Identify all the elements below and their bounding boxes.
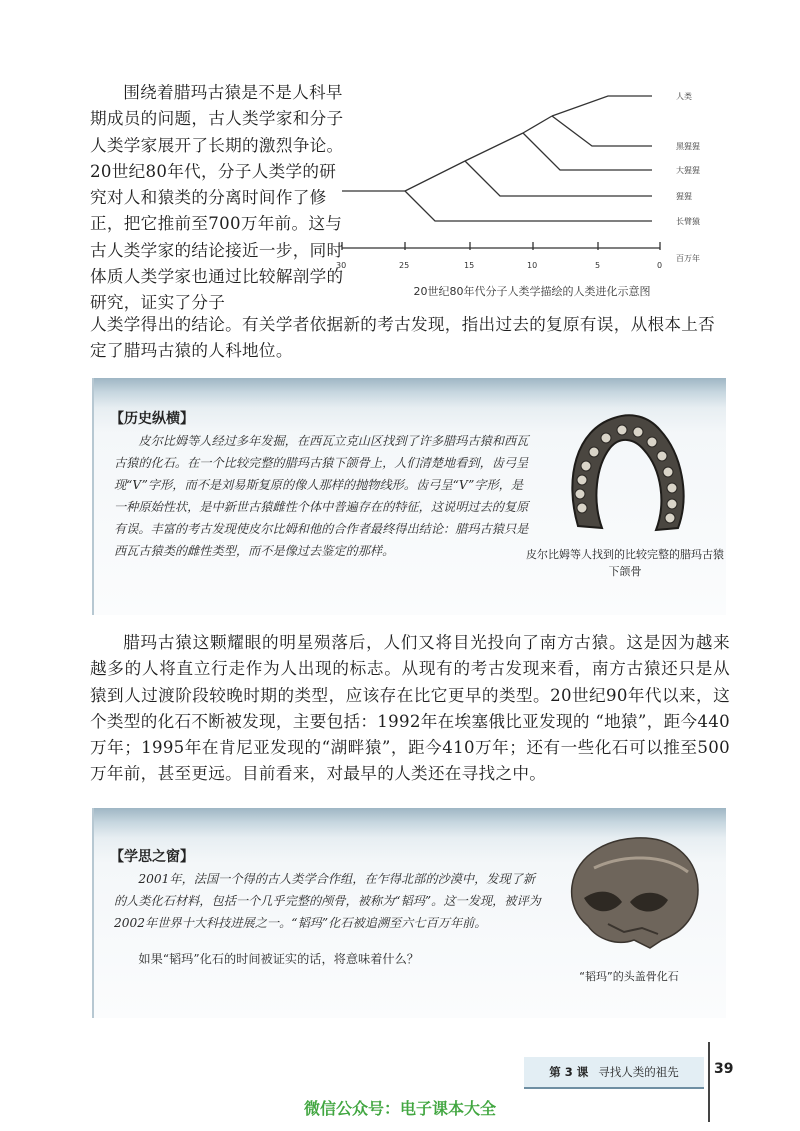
skull-fossil-photo: [564, 828, 704, 953]
tree-branch-orangutan: [465, 161, 652, 196]
australopithecus-paragraph: 腊玛古猿这颗耀眼的明星殒落后，人们又将目光投向了南方古猿。这是因为越来越多的人将直立行走作为人出现的标志。从现有的考古发现来看，南方古猿还只是从猿到人过渡阶段较晚时期的类型，应该存在比它更早的类型。20世纪90年代以来，这个类型的化石不断被发现，主要包括：1992年在埃塞俄比亚发现的 “地猿”，距今440万年；1995年在肯尼亚发现的“湖畔猿”，距今410万年；还有一些化石可以推至500万年前，甚至更远。目前看来，对最早的人类还在寻找之中。: [90, 633, 730, 784]
tree-leaf-gorilla: 大猩猩: [676, 166, 700, 175]
evolution-tree-figure: [330, 78, 730, 283]
page-number: 39: [714, 1061, 734, 1077]
skull-photo-caption: “韬玛”的头盖骨化石: [579, 970, 679, 983]
tree-leaf-gibbon: 长臂猿: [676, 217, 700, 226]
jawbone-fossil-photo: [556, 408, 696, 538]
think-window-box: [92, 808, 726, 1018]
tree-tick-label-25: 25: [399, 261, 410, 270]
tree-branch-chimp: [552, 116, 652, 146]
wechat-watermark: 微信公众号：电子课本大全: [303, 1099, 496, 1118]
tree-figure-caption: 20世纪80年代分子人类学描绘的人类进化示意图: [413, 285, 651, 298]
tree-branch-gorilla: [523, 133, 652, 170]
think-box-question: 如果“韬玛”化石的时间被证实的话，将意味着什么？: [138, 952, 419, 966]
jawbone-photo-caption: 皮尔比姆等人找到的比较完整的腊玛古猿下颌骨: [526, 548, 724, 578]
history-box-title: 【历史纵横】: [110, 411, 194, 427]
tree-leaf-orangutan: 猩猩: [676, 192, 692, 201]
tree-tick-label-0: 0: [657, 261, 663, 270]
tree-leaf-chimpanzee: 黑猩猩: [676, 142, 700, 151]
lesson-number: 第 3 课: [549, 1065, 589, 1079]
tree-tick-label-10: 10: [527, 261, 538, 270]
tree-tick-label-15: 15: [464, 261, 475, 270]
history-box-text: 皮尔比姆等人经过多年发掘，在西瓦立克山区找到了许多腊玛古猿和西瓦古猿的化石。在一个比较完整的腊玛古猿下颌骨上，人们清楚地看到，齿弓呈现“V”字形，而不是刘易斯复原的像人那样的抛物线形。齿弓呈“V”字形，是一种原始性状，是中新世古猿雌性个体中普遍存在的特征，这说明过去的复原有误。丰富的考古发现使皮尔比姆和他的合作者最终得出结论：腊玛古猿只是西瓦古猿类的雌性类型，而不是像过去鉴定的那样。: [114, 434, 529, 558]
think-box-text: 2001年，法国一个得的古人类学合作组，在乍得北部的沙漠中，发现了新的人类化石材料，包括一个几乎完整的颅骨，被称为“韬玛”。这一发现，被评为2002年世界十大科技进展之一。“韬玛”化石被追溯至六七百万年前。: [114, 872, 541, 930]
history-sidebar-box: [92, 378, 726, 615]
tree-tick-label-30: 30: [336, 261, 347, 270]
tree-branch-gorilla-split: [465, 133, 523, 161]
tree-branch-human: [552, 96, 652, 116]
lesson-title: 寻找人类的祖先: [598, 1065, 679, 1079]
tree-tick-label-5: 5: [595, 261, 601, 270]
tree-axis-unit: 百万年: [676, 254, 700, 263]
intro-paragraph-part2: 人类学得出的结论。有关学者依据新的考古发现，指出过去的复原有误，从根本上否定了腊玛古猿的人科地位。: [90, 315, 716, 361]
intro-paragraph-part1: 围绕着腊玛古猿是不是人科早期成员的问题，古人类学家和分子人类学家展开了长期的激烈争论。20世纪80年代，分子人类学的研究对人和猿类的分离时间作了修正，把它推前至700万年前。这与古人类学家的结论接近一步，同时体质人类学家也通过比较解剖学的研究，证实了分子: [90, 83, 344, 313]
think-box-title: 【学思之窗】: [110, 849, 194, 865]
lesson-footer-bar: [524, 1057, 704, 1089]
tree-branch-human-chimp-split: [523, 116, 552, 133]
tree-branch-orangutan-split: [405, 161, 465, 191]
tree-leaf-human: 人类: [676, 92, 692, 101]
